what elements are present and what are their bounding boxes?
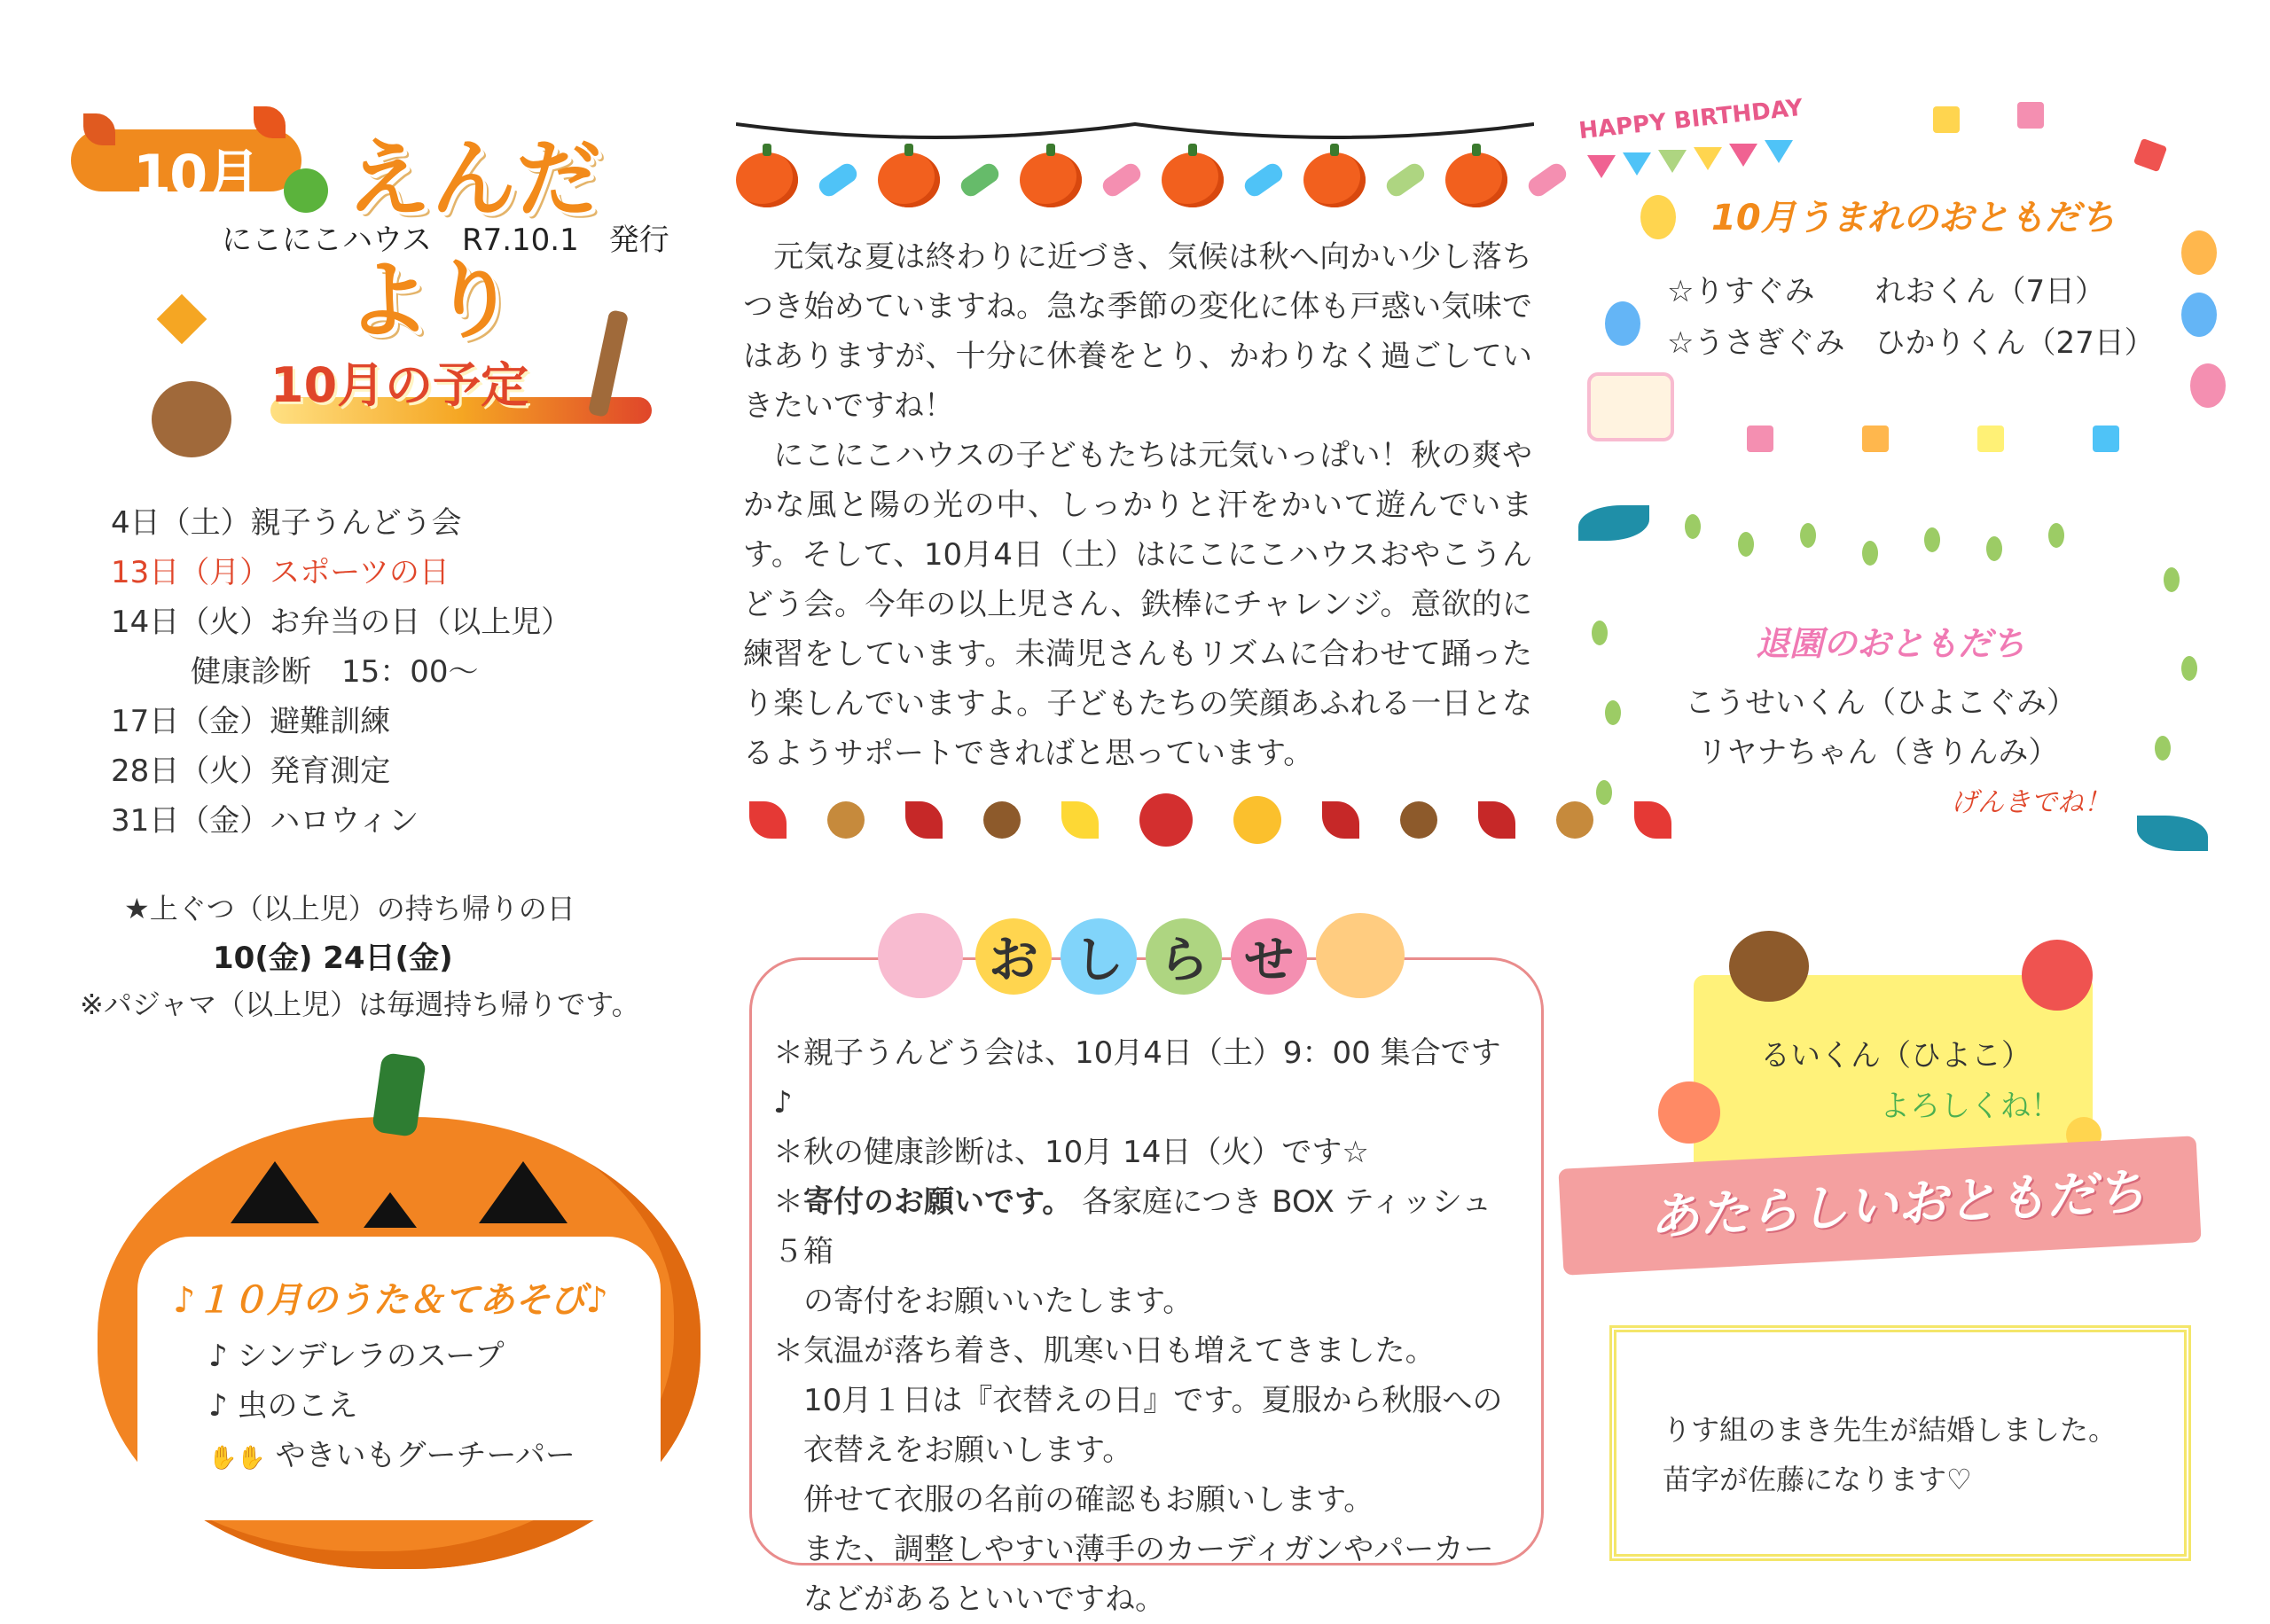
- leaf-icon: [1322, 801, 1359, 839]
- bunting-flag: [1587, 155, 1616, 178]
- issuer-line: にこにこハウス R7.10.1 発行: [222, 223, 669, 258]
- schedule-item-holiday: 13日（月）スポーツの日: [111, 555, 450, 590]
- gift-icon: [1747, 426, 1773, 452]
- notice-item: ＊寄付のお願いです。 各家庭につき BOX ティッシュ５箱: [773, 1184, 1492, 1269]
- leaf-icon: [905, 801, 943, 839]
- song-item: ♪ シンデレラのスープ: [208, 1339, 505, 1374]
- uwabaki-label: ★上ぐつ（以上児）の持ち帰りの日: [124, 892, 575, 925]
- notice-title-char: し: [1061, 918, 1137, 995]
- greeting-paragraph: にこにこハウスの子どもたちは元気いっぱい！秋の爽やかな風と陽の光の中、しっかりと汗をかいて遊んでいます。そして、10月4日（土）はにこにこハウスおやこうんどう会。今年の以上児さん、鉄棒にチャレンジ。意欲的に練習をしています。未満児さんもリズムに合わせて踊ったり楽しんでいますよ。子どもたちの笑顔あふれる一日となるようサポートできればと思っています。: [743, 438, 1532, 771]
- schedule-item: 健康診断 15：00〜: [191, 654, 479, 690]
- garland-ornaments: [736, 152, 1568, 207]
- jack-o-lantern-icon: [1162, 152, 1224, 207]
- vine-leaf: [1596, 780, 1612, 805]
- donation-request: 寄付のお願いです。: [803, 1184, 1073, 1220]
- notice-title-char: せ: [1231, 918, 1307, 995]
- ginkgo-leaf-icon: [1233, 796, 1281, 844]
- vine-leaf: [1800, 523, 1816, 548]
- notice-item: の寄付をお願いいたします。: [773, 1284, 1194, 1319]
- greeting-paragraph: 元気な夏は終わりに近づき、気候は秋へ向かい少し落ちつき始めていますね。急な季節の変化に体も戸惑い気味ではありますが、十分に休養をとり、かわりなく過ごしていきたいですね！: [743, 239, 1532, 424]
- autumn-decoration-row: [749, 793, 1671, 847]
- vine-leaf: [1924, 527, 1940, 552]
- vine-leaf: [2048, 523, 2064, 548]
- candy-icon: [1241, 160, 1286, 199]
- notice-item: また、調整しやすい薄手のカーディガンやパーカー: [773, 1532, 1494, 1567]
- pajama-note: ※パジャマ（以上児）は毎週持ち帰りです。: [80, 988, 640, 1021]
- uwabaki-dates: 10(金) 24日(金): [213, 941, 453, 976]
- acorn-icon: [1556, 801, 1593, 839]
- gift-icon: [1977, 426, 2004, 452]
- gift-icon: [1933, 106, 1960, 133]
- month-badge: 10月: [133, 143, 260, 207]
- leaving-item: リヤナちゃん（きりんみ）: [1697, 735, 2059, 770]
- pumpkin-nose: [364, 1192, 417, 1228]
- leaving-item: こうせいくん（ひよこぐみ）: [1685, 685, 2077, 721]
- vine-leaf: [2181, 656, 2197, 681]
- leaf-icon: [1634, 801, 1671, 839]
- vine-leaf: [1605, 700, 1621, 725]
- notice-item: 衣替えをお願いします。: [773, 1433, 1133, 1468]
- vine-leaf: [1592, 621, 1608, 645]
- schedule-item: 14日（火）お弁当の日（以上児）: [111, 605, 572, 640]
- birthday-banner: HAPPY BIRTHDAY: [1577, 94, 1804, 145]
- notice-title-char: お: [975, 918, 1052, 995]
- balloon-icon: [2181, 293, 2217, 337]
- song-item: ✋✋ やきいもグーチーパー: [208, 1438, 575, 1473]
- notice-list: [773, 1028, 1518, 1624]
- birthday-item: ☆りすぐみ れおくん（7日）: [1667, 274, 2106, 309]
- notice-item: 10月１日は『衣替えの日』です。夏服から秋服への: [773, 1383, 1503, 1418]
- bunting-flag: [1694, 147, 1722, 170]
- candy-icon: [1383, 160, 1428, 199]
- jack-o-lantern-icon: [736, 152, 798, 207]
- balloon-icon: [1605, 301, 1640, 346]
- notice-item: ＊親子うんどう会は、10月4日（土）9：00 集合です♪: [773, 1035, 1501, 1120]
- jack-o-lantern-icon: [1445, 152, 1507, 207]
- schedule-list: [111, 498, 571, 846]
- announcement-line: りす組のまき先生が結婚しました。: [1663, 1413, 2117, 1447]
- candy-icon: [1100, 160, 1144, 199]
- candy-icon: [958, 160, 1002, 199]
- cake-icon: [1587, 372, 1674, 441]
- bunting-flag: [1623, 152, 1651, 176]
- greeting-text: [743, 232, 1532, 778]
- autumn-leaf-icon: [157, 294, 207, 345]
- notice-item: 併せて衣服の名前の確認もお願いします。: [773, 1482, 1374, 1518]
- new-friend-greeting: よろしくね！: [1880, 1089, 2061, 1124]
- snake-mascot-icon: [284, 168, 328, 213]
- halloween-garland: [736, 115, 1534, 222]
- bunting-flag: [1765, 140, 1793, 163]
- vine-leaf: [2164, 567, 2180, 592]
- announcement-line: 苗字が佐藤になります♡: [1663, 1463, 1972, 1496]
- notice-item: ＊気温が落ち着き、肌寒い日も増えてきました。: [773, 1333, 1436, 1369]
- announcement-text: [1663, 1405, 2117, 1504]
- vine-leaf: [1986, 536, 2002, 561]
- vine-leaf: [1738, 532, 1754, 557]
- vine-leaf: [2155, 736, 2171, 761]
- gift-icon: [2093, 426, 2119, 452]
- vine-leaf: [1685, 514, 1701, 539]
- maple-leaf-icon: [1139, 793, 1193, 847]
- candy-icon: [1525, 160, 1569, 199]
- gift-icon: [2017, 102, 2044, 129]
- flower-icon: [1658, 1081, 1720, 1144]
- leaving-list: [1685, 678, 2077, 777]
- bird-icon: [1578, 505, 1649, 541]
- schedule-title: 10月の予定: [270, 357, 529, 413]
- bear-face-icon: [1316, 913, 1405, 998]
- bird-icon: [2137, 816, 2208, 851]
- vine-leaf: [1862, 541, 1878, 566]
- balloon-icon: [2190, 363, 2226, 408]
- ginkgo-leaf-icon: [1061, 801, 1099, 839]
- schedule-item: 17日（金）避難訓練: [111, 704, 391, 739]
- bear-icon: [1729, 931, 1809, 1002]
- leaf-icon: [749, 801, 787, 839]
- birthday-panel: [1569, 89, 2226, 479]
- song-item: ♪ 虫のこえ: [208, 1388, 358, 1424]
- songs-title: ♪１０月のうた＆てあそび♪: [173, 1280, 609, 1321]
- bear-painter-icon: [152, 381, 231, 457]
- bunting-flag: [1729, 144, 1757, 167]
- pumpkin-eye-right: [479, 1161, 568, 1223]
- farewell-note: げんきでね！: [1951, 787, 2110, 818]
- notice-heading: [878, 904, 1410, 1011]
- rabbit-icon: [878, 913, 963, 998]
- balloon-icon: [1640, 195, 1676, 239]
- flower-icon: [2022, 940, 2093, 1011]
- schedule-heading: [146, 301, 652, 470]
- notice-item: ＊秋の健康診断は、10月 14日（火）です☆: [773, 1135, 1369, 1170]
- new-friend-name: るいくん（ひよこ）: [1760, 1038, 2031, 1074]
- leaf-icon: [1478, 801, 1515, 839]
- jack-o-lantern-icon: [1020, 152, 1082, 207]
- birthday-item: ☆うさぎぐみ ひかりくん（27日）: [1667, 325, 2155, 361]
- notice-item: などがあるといいですね。: [773, 1581, 1165, 1617]
- jack-o-lantern-icon: [1303, 152, 1366, 207]
- new-friend-ribbon-text: あたらしいおともだち: [1648, 1163, 2148, 1247]
- birthday-title: 10月うまれのおともだち: [1711, 198, 2116, 238]
- candy-icon: [816, 160, 860, 199]
- gift-icon: [1862, 426, 1889, 452]
- songs-list: [208, 1331, 575, 1483]
- pumpkin-eye-left: [231, 1161, 319, 1223]
- schedule-item: 4日（土）親子うんどう会: [111, 505, 462, 541]
- balloon-icon: [2181, 230, 2217, 275]
- birthday-list: [1667, 266, 2155, 369]
- leaving-title: 退園のおともだち: [1756, 624, 2026, 663]
- hands-icon: ✋✋: [208, 1445, 266, 1472]
- chestnut-icon: [1400, 801, 1437, 839]
- notice-title-char: ら: [1146, 918, 1222, 995]
- new-friend-ribbon: [1558, 1136, 2201, 1276]
- schedule-item: 31日（金）ハロウィン: [111, 803, 419, 839]
- newsletter-title: えんだより: [346, 129, 601, 350]
- garland-string: [736, 115, 1534, 151]
- bunting-flag: [1658, 150, 1687, 173]
- jack-o-lantern-icon: [878, 152, 940, 207]
- party-popper-icon: [2133, 138, 2167, 172]
- acorn-icon: [827, 801, 865, 839]
- chestnut-icon: [983, 801, 1021, 839]
- schedule-item: 28日（火）発育測定: [111, 753, 391, 789]
- pumpkin-songs-panel: [98, 1055, 701, 1569]
